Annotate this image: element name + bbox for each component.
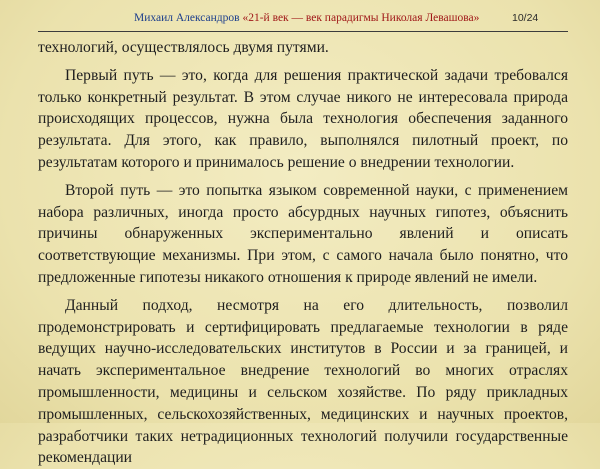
running-header-author: Михаил Александров «21-й век — век парадигмы Николая Левашова» — [134, 12, 480, 24]
paragraph-second-path: Второй путь — это попытка языком современной науки, с применением набора различных, иногда просто абсурдных научных гипотез, объяснить причины обнаруженных экспериментально явлений и описать соответствующие механизмы. При этом, с самого начала было понятно, что предложенные гипотезы никакого отношения к природе явлений не имели. — [38, 181, 568, 286]
paragraph-continued: технологий, осуществлялось двумя путями. — [38, 39, 329, 56]
page-header — [0, 9, 600, 27]
header-divider — [38, 31, 568, 32]
paragraph-first-path: Первый путь — это, когда для решения практической задачи требовался только конкретный результат. В этом случае никого не интересовала природа происходящих процессов, нужна была технология обеспечения заданного результата. Для этого, как правило, выполнялся пилотный проект, по результатам которого и принималось решение о внедрении технологии. — [38, 66, 568, 171]
page-number: 10/24 — [512, 12, 539, 24]
running-header-title: «21-й век — век парадигмы Николая Левашова» — [242, 12, 480, 24]
paragraph-approach: Данный подход, несмотря на его длительность, позволил продемонстрировать и сертифицировать предлагаемые технологии в ряде ведущих научно-исследовательских институтов в России и за границей, и начать экспериментальное внедрение технологий во многих отраслях промышленности, медицины и сельском хозяйстве. По ряду прикладных промышленных, сельскохозяйственных, медицинских и научных проектов, разработчики таких нетрадиционных технологий получили государственные рекомендации — [38, 296, 568, 467]
page-body — [38, 37, 568, 469]
